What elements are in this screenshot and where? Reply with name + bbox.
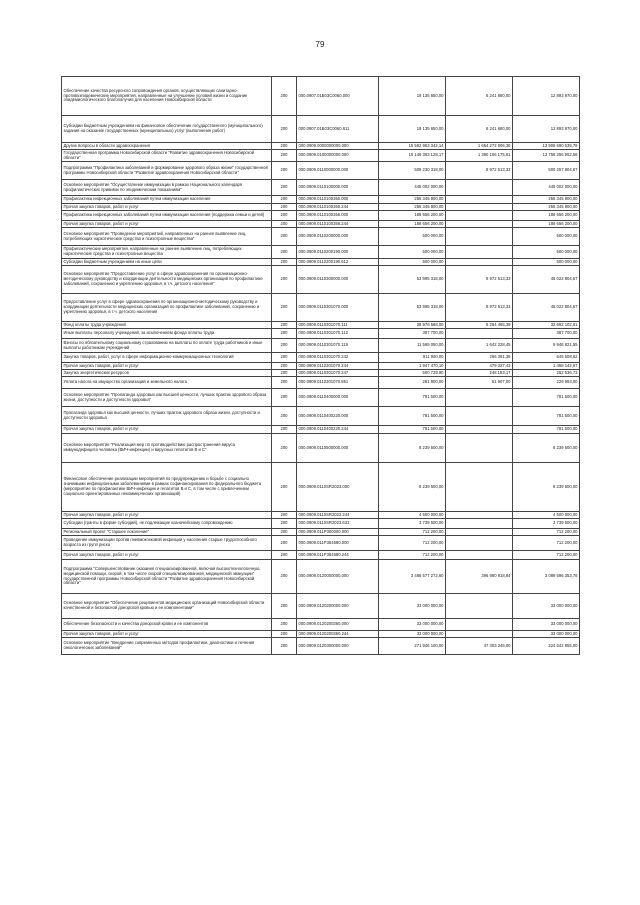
row-executed	[446, 619, 513, 631]
row-remaining: 712 200,00	[513, 551, 580, 560]
table-row	[62, 536, 580, 551]
row-name: Профилактика инфекционных заболеваний путем иммунизации населения	[62, 196, 272, 204]
row-code: 200	[272, 246, 297, 259]
row-remaining: 781 500,00	[513, 389, 580, 407]
row-executed	[446, 519, 513, 529]
row-name: Основное мероприятие "Пропаганда здоровых как высшей ценности, лучших практик здорового образа жизни, доступности и доступности здоровья"	[62, 389, 272, 407]
table-row	[62, 266, 580, 294]
row-code: 200	[272, 594, 297, 619]
row-classifier: 000.0909.0110400220.244	[297, 426, 379, 434]
row-remaining: 1 468 142,67	[513, 363, 580, 370]
table-row	[62, 426, 580, 434]
row-name: Взносы по обязательному социальному страхованию на выплаты по оплате труда работников и иные выплаты работникам учреждений	[62, 339, 272, 353]
row-classifier: 000.0909.0110301070.247	[297, 370, 379, 377]
row-name: Другие вопросы в области здравоохранения	[62, 143, 272, 150]
table-row	[62, 619, 580, 631]
row-name: Закупка товаров, работ, услуг в сфере информационно-коммуникационных технологий	[62, 353, 272, 363]
row-name: Основное мероприятие "Внедрение современных методов профилактики, диагностики и лечения онкологических заболеваний"	[62, 638, 272, 655]
row-code: 200	[272, 221, 297, 228]
row-classifier: 000.0909.0110301070.244	[297, 363, 379, 370]
table-row	[62, 143, 580, 150]
row-classifier: 000.0909.0110500000.000	[297, 434, 379, 463]
row-plan: 712 200,00	[379, 551, 446, 560]
row-name: Подпрограмма "Профилактика заболеваний и формирование здорового образа жизни" государственной программы Новосибирской области "Развитие здравоохранения Новосибирской области"	[62, 162, 272, 180]
row-plan: 33 000 000,00	[379, 619, 446, 631]
row-executed	[446, 536, 513, 551]
row-plan: 781 500,00	[379, 407, 446, 426]
row-code: 200	[272, 180, 297, 196]
row-plan: 271 946 100,00	[379, 638, 446, 655]
row-plan: 781 500,00	[379, 389, 446, 407]
row-executed	[446, 631, 513, 638]
row-executed	[446, 228, 513, 246]
row-name: Основное мероприятие "Осуществление иммунизации в рамках Национального календаря профилактических прививок по эпидемическим показаниям"	[62, 180, 272, 196]
row-plan: 3 486 577 272,60	[379, 560, 446, 594]
table-row	[62, 196, 580, 204]
row-plan: 53 995 318,00	[379, 294, 446, 322]
row-classifier: 000.0909.0000000000.000	[297, 143, 379, 150]
row-classifier: 000.0909.0110301070.119	[297, 339, 379, 353]
row-name: Проведение иммунизации против пневмококковой инфекции у населения старше трудоспособного возраста из групп риска	[62, 536, 272, 551]
row-plan: 445 002 000,00	[379, 180, 446, 196]
row-classifier: 000.0909.0120200000.000	[297, 594, 379, 619]
table-row	[62, 377, 580, 389]
row-executed	[446, 246, 513, 259]
row-name: Основное мероприятие "Предоставление услуг в сфере здравоохранения по организационно-методическому руководству и координации деятельности медицинских организаций по профилактике заболеваний, сохранению и укреплению здоровья, в т.ч. детского населения"	[62, 266, 272, 294]
row-executed: 396 980 918,84	[446, 560, 513, 594]
row-plan: 256 345 800,00	[379, 196, 446, 204]
row-remaining: 500 257 804,67	[513, 162, 580, 180]
row-executed: 1 654 272 806,36	[446, 143, 513, 150]
row-name: Субсидии бюджетным учреждениям на иные цели	[62, 259, 272, 266]
row-executed	[446, 463, 513, 512]
row-name: Региональный проект "Старшее поколение"	[62, 529, 272, 536]
row-remaining: 229 993,00	[513, 377, 580, 389]
row-remaining: 500 000,00	[513, 246, 580, 259]
row-name: Профилактика инфекционных заболеваний путем иммунизации населения (поддержка семьи и детей)	[62, 211, 272, 221]
row-classifier: 000.0909.0110100356.000	[297, 211, 379, 221]
row-classifier: 000.0909.0110400000.000	[297, 389, 379, 407]
row-plan: 53 995 318,00	[379, 266, 446, 294]
row-classifier: 000.0909.0110200190.612	[297, 259, 379, 266]
row-remaining: 13 756 256 952,56	[513, 150, 580, 162]
row-plan: 8 239 500,00	[379, 463, 446, 512]
row-code: 200	[272, 619, 297, 631]
row-name: Основное мероприятие "Реализация мер по противодействию распространения вируса иммунодефицита человека (ВИЧ-инфекции) и вирусных гепатитов В и С"	[62, 434, 272, 463]
row-classifier: 000.0909.0110SR2023.000	[297, 463, 379, 512]
row-remaining: 224 642 855,00	[513, 638, 580, 655]
table-row	[62, 594, 580, 619]
row-name: Профилактические мероприятия, направленные на раннее выявление лиц, потребляющих наркотические средства и психотропные вещества	[62, 246, 272, 259]
row-plan: 38 976 568,00	[379, 322, 446, 329]
row-code: 200	[272, 463, 297, 512]
row-executed: 8 972 513,33	[446, 162, 513, 180]
row-classifier: 000.0909.0120000000.000	[297, 560, 379, 594]
row-name: Субсидии (гранты в форме субсидий), не подлежащие казначейскому сопровождению	[62, 519, 272, 529]
row-plan: 500 729,90	[379, 370, 446, 377]
row-executed: 266 391,38	[446, 353, 513, 363]
table-row	[62, 519, 580, 529]
row-plan: 781 500,00	[379, 426, 446, 434]
row-classifier: 000.0909.0110200190.000	[297, 246, 379, 259]
table-row	[62, 211, 580, 221]
table-row	[62, 162, 580, 180]
table-row	[62, 228, 580, 246]
row-remaining: 32 692 102,61	[513, 322, 580, 329]
row-executed: 47 303 245,00	[446, 638, 513, 655]
row-remaining: 33 000 000,00	[513, 631, 580, 638]
row-code: 200	[272, 116, 297, 143]
row-classifier: 000.0909.0110SR2023.244	[297, 512, 379, 519]
row-executed: 51 907,00	[446, 377, 513, 389]
row-plan: 11 589 050,00	[379, 339, 446, 353]
row-executed: 1 642 228,45	[446, 339, 513, 353]
row-executed	[446, 407, 513, 426]
row-name: Финансовое обеспечение реализации мероприятий по предупреждению и борьбе с социально значимыми инфекционными заболеваниями в рамках софинансирования по федерального бюджета (мероприятие по профилактике ВИЧ-инфекции и гепатитов В и С, в том числе с привлечением социально ориентированных некоммерческих организаций)	[62, 463, 272, 512]
row-executed	[446, 196, 513, 204]
row-executed: 6 284 465,39	[446, 322, 513, 329]
row-remaining: 712 200,00	[513, 529, 580, 536]
row-name: Предоставление услуг в сфере здравоохранения по организационно-методическому руководству и координации деятельности медицинских организаций по профилактике заболеваний, сохранению и укреплению здоровья, в т.ч. детского населения	[62, 294, 272, 322]
row-classifier: 000.0909.0110SR2023.633	[297, 519, 379, 529]
row-plan: 256 345 800,00	[379, 204, 446, 211]
row-name: Обеспечение качества ресурсного сопровождения органов, осуществляющих санитарно-противоэпидемические мероприятия, направленные на улучшение условий жизни и создание эпидемиологического благополучия для населения Новосибирской области	[62, 77, 272, 116]
table-row	[62, 434, 580, 463]
row-plan: 188 656 200,00	[379, 211, 446, 221]
row-code: 200	[272, 407, 297, 426]
row-code: 200	[272, 551, 297, 560]
row-executed	[446, 512, 513, 519]
row-classifier: 000.0909.0110100350.000	[297, 196, 379, 204]
row-classifier: 000.0909.0100000000.000	[297, 150, 379, 162]
page-number: 79	[315, 40, 325, 49]
row-name: Субсидии бюджетным учреждениям на финансовое обеспечение государственного (муниципального) задания на оказание государственных (муниципальных) услуг (выполнение работ)	[62, 116, 272, 143]
row-code: 200	[272, 196, 297, 204]
row-executed	[446, 594, 513, 619]
table-row	[62, 329, 580, 339]
row-name: Обеспечение безопасности и качества донорской крови и ее компонентов	[62, 619, 272, 631]
row-classifier: 000.0909.0110301070.000	[297, 294, 379, 322]
row-plan: 500 000,00	[379, 246, 446, 259]
row-remaining: 4 500 000,00	[513, 512, 580, 519]
row-remaining: 781 500,00	[513, 407, 580, 426]
row-remaining: 45 022 804,67	[513, 266, 580, 294]
row-classifier: 000.0909.0110301070.242	[297, 353, 379, 363]
row-name: Иные выплаты персоналу учреждений, за исключением фонда оплаты труда	[62, 329, 272, 339]
row-remaining: 12 893 970,00	[513, 77, 580, 116]
row-plan: 19 135 650,00	[379, 116, 446, 143]
table-row	[62, 353, 580, 363]
row-code: 200	[272, 426, 297, 434]
table-row	[62, 246, 580, 259]
row-classifier: 000.0909.0120300000.000	[297, 638, 379, 655]
row-remaining: 500 000,00	[513, 228, 580, 246]
row-code: 200	[272, 150, 297, 162]
row-plan: 33 000 000,00	[379, 631, 446, 638]
row-name: Прочая закупка товаров, работ и услуг	[62, 512, 272, 519]
row-plan: 15 562 963 342,14	[379, 143, 446, 150]
table-row	[62, 294, 580, 322]
row-executed	[446, 211, 513, 221]
row-remaining: 252 536,73	[513, 370, 580, 377]
row-classifier: 000.0907.01Б03С0060.000	[297, 77, 379, 116]
row-executed	[446, 434, 513, 463]
row-executed	[446, 221, 513, 228]
row-plan: 911 900,00	[379, 353, 446, 363]
row-plan: 281 900,00	[379, 377, 446, 389]
table-row	[62, 221, 580, 228]
row-plan: 3 739 500,00	[379, 519, 446, 529]
row-remaining: 256 345 800,00	[513, 196, 580, 204]
table-row	[62, 180, 580, 196]
table-row	[62, 150, 580, 162]
row-plan: 15 146 363 128,17	[379, 150, 446, 162]
row-remaining: 45 022 804,67	[513, 294, 580, 322]
row-executed	[446, 551, 513, 560]
row-code: 200	[272, 162, 297, 180]
row-name: Фонд оплаты труда учреждений	[62, 322, 272, 329]
row-remaining: 3 739 500,00	[513, 519, 580, 529]
row-executed: 8 972 513,33	[446, 266, 513, 294]
row-code: 200	[272, 339, 297, 353]
row-executed: 6 241 680,00	[446, 77, 513, 116]
row-name: Основное мероприятие "Проведение мероприятий, направленных на раннее выявление лиц, потребляющих наркотические средства и психотропные вещества"	[62, 228, 272, 246]
row-classifier: 000.0909.0110301070.112	[297, 329, 379, 339]
row-executed: 1 390 106 175,61	[446, 150, 513, 162]
table-row	[62, 512, 580, 519]
row-code: 200	[272, 529, 297, 536]
row-executed	[446, 259, 513, 266]
row-name: Подпрограмма "Совершенствование оказания специализированной, включая высокотехнологичную, медицинской помощи, скорой, в том числе скорой специализированной, медицинской эвакуации" государственной программы Новосибирской области "Развитие здравоохранения Новосибирской области"	[62, 560, 272, 594]
row-remaining: 188 656 200,00	[513, 221, 580, 228]
row-code: 200	[272, 143, 297, 150]
row-code: 200	[272, 353, 297, 363]
row-executed	[446, 180, 513, 196]
row-code: 200	[272, 389, 297, 407]
row-code: 200	[272, 329, 297, 339]
row-remaining: 188 656 200,00	[513, 211, 580, 221]
row-name: Прочая закупка товаров, работ и услуг	[62, 363, 272, 370]
row-code: 200	[272, 370, 297, 377]
table-row	[62, 322, 580, 329]
row-plan: 500 000,00	[379, 228, 446, 246]
row-classifier: 000.0909.0120200360.000	[297, 619, 379, 631]
row-name: Прочая закупка товаров, работ и услуг	[62, 426, 272, 434]
row-plan: 500 000,00	[379, 259, 446, 266]
row-plan: 188 656 200,00	[379, 221, 446, 228]
row-name: Уплата налога на имущество организаций и земельного налога	[62, 377, 272, 389]
row-classifier: 000.0909.0110300000.000	[297, 266, 379, 294]
row-code: 200	[272, 77, 297, 116]
table-row	[62, 370, 580, 377]
budget-table	[61, 76, 580, 655]
row-executed	[446, 204, 513, 211]
row-plan: 4 500 000,00	[379, 512, 446, 519]
row-code: 200	[272, 266, 297, 294]
row-plan: 1 947 470,10	[379, 363, 446, 370]
row-plan: 8 239 500,00	[379, 434, 446, 463]
row-code: 200	[272, 560, 297, 594]
row-executed: 8 972 513,33	[446, 294, 513, 322]
row-classifier: 000.0909.0110100000.000	[297, 180, 379, 196]
row-name: Прочая закупка товаров, работ и услуг	[62, 221, 272, 228]
table-row	[62, 339, 580, 353]
row-name: Прочая закупка товаров, работ и услуг	[62, 204, 272, 211]
row-classifier: 000.0909.0110301070.851	[297, 377, 379, 389]
row-code: 200	[272, 512, 297, 519]
table-row	[62, 529, 580, 536]
row-classifier: 000.0909.0110200000.000	[297, 228, 379, 246]
row-code: 200	[272, 294, 297, 322]
row-classifier: 000.0909.011P354680.244	[297, 551, 379, 560]
table-row	[62, 204, 580, 211]
row-remaining: 13 908 690 535,78	[513, 143, 580, 150]
row-executed	[446, 426, 513, 434]
table-row	[62, 560, 580, 594]
row-remaining: 33 000 000,00	[513, 594, 580, 619]
row-remaining: 33 000 000,00	[513, 619, 580, 631]
row-remaining: 387 700,00	[513, 329, 580, 339]
row-code: 200	[272, 377, 297, 389]
row-classifier: 000.0909.0110000000.000	[297, 162, 379, 180]
table-row	[62, 407, 580, 426]
row-name: Прочая закупка товаров, работ и услуг	[62, 631, 272, 638]
row-remaining: 445 002 000,00	[513, 180, 580, 196]
row-remaining: 781 500,00	[513, 426, 580, 434]
row-code: 200	[272, 363, 297, 370]
row-remaining: 9 946 821,55	[513, 339, 580, 353]
row-remaining: 8 239 500,00	[513, 434, 580, 463]
row-name: Пропаганда здоровья как высшей ценности, лучших практик здорового образа жизни, доступности и доступности здоровья	[62, 407, 272, 426]
row-plan: 33 000 000,00	[379, 594, 446, 619]
row-executed: 248 193,17	[446, 370, 513, 377]
row-name: Государственная программа Новосибирской области "Развитие здравоохранения Новосибирской области"	[62, 150, 272, 162]
row-classifier: 000.0909.0110100356.244	[297, 221, 379, 228]
table-row	[62, 638, 580, 655]
row-remaining: 712 200,00	[513, 536, 580, 551]
table-row	[62, 631, 580, 638]
row-plan: 712 200,00	[379, 529, 446, 536]
row-code: 200	[272, 519, 297, 529]
row-code: 200	[272, 259, 297, 266]
table-row	[62, 116, 580, 143]
row-executed: 479 327,43	[446, 363, 513, 370]
row-classifier: 000.0909.0120200360.244	[297, 631, 379, 638]
row-executed: 6 241 680,00	[446, 116, 513, 143]
row-name: Прочая закупка товаров, работ и услуг	[62, 551, 272, 560]
row-executed	[446, 529, 513, 536]
row-classifier: 000.0907.01Б03С0060.611	[297, 116, 379, 143]
table-row	[62, 259, 580, 266]
row-code: 200	[272, 536, 297, 551]
row-classifier: 000.0909.0110100350.244	[297, 204, 379, 211]
row-classifier: 000.0909.0110400220.000	[297, 407, 379, 426]
row-code: 200	[272, 434, 297, 463]
row-code: 200	[272, 322, 297, 329]
row-remaining: 3 089 596 353,76	[513, 560, 580, 594]
row-remaining: 645 508,62	[513, 353, 580, 363]
row-classifier: 000.0909.0110301070.111	[297, 322, 379, 329]
row-classifier: 000.0909.011P354680.000	[297, 536, 379, 551]
row-remaining: 8 239 500,00	[513, 463, 580, 512]
table-row	[62, 551, 580, 560]
row-name: Основное мероприятие "Обеспечение реципиентов медицинских организаций Новосибирской области качественной и безопасной донорской кровью и ее компонентами"	[62, 594, 272, 619]
table-row	[62, 389, 580, 407]
table-row	[62, 77, 580, 116]
row-plan: 19 135 650,00	[379, 77, 446, 116]
table-row	[62, 463, 580, 512]
row-remaining: 12 893 970,00	[513, 116, 580, 143]
row-remaining: 500 000,00	[513, 259, 580, 266]
row-code: 200	[272, 228, 297, 246]
row-remaining: 256 345 800,00	[513, 204, 580, 211]
row-code: 200	[272, 211, 297, 221]
budget-table-body	[62, 77, 580, 655]
row-code: 200	[272, 204, 297, 211]
row-plan: 509 230 318,00	[379, 162, 446, 180]
row-plan: 712 200,00	[379, 536, 446, 551]
table-row	[62, 363, 580, 370]
row-executed	[446, 329, 513, 339]
row-plan: 387 700,00	[379, 329, 446, 339]
row-classifier: 000.0909.011P300000.000	[297, 529, 379, 536]
row-code: 200	[272, 631, 297, 638]
row-code: 200	[272, 638, 297, 655]
row-name: Закупка энергетических ресурсов	[62, 370, 272, 377]
row-executed	[446, 389, 513, 407]
